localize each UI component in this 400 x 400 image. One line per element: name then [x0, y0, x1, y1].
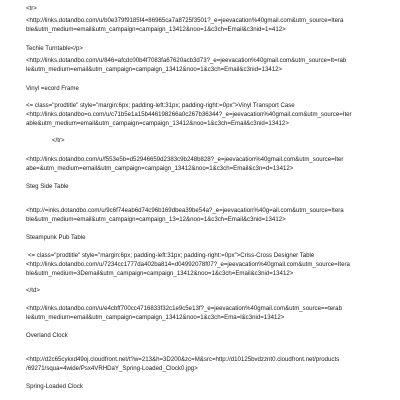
source-line: </tr>	[52, 137, 65, 144]
source-line: <= class="prodtitle" style="margin:6px; padding-left:31px; padding-right:=0px">Criss-Cross Designer Table	[28, 252, 315, 259]
link-url-line[interactable]: able&utm_medium=email&utm_campaign=campaign_13412&noo=1&c3ch=Email&c3nid=13412>	[26, 120, 289, 127]
image-url-line[interactable]: /69271/squa=4wide/Psx4VRHDaY_Spring-Loaded_Clock0.jpg>	[26, 365, 198, 372]
product-title: Overland Clock	[26, 332, 68, 339]
link-url-line[interactable]: le&utm_medium=email&utm_campaign=campaign_13412&noo=1&c3ch=Email&c3nid=13412>	[26, 66, 283, 73]
link-url-line[interactable]: <http://links.dotandbo.com/u/7234cc1777da402ba814=d04992078f07?_e=jeevacation%40gmail.com&utm_source=Itera	[26, 261, 350, 268]
product-title: Steg Side Table	[26, 183, 69, 190]
link-url-line[interactable]: ble&utm_medium=email&utm_campaign=campaign_13=12&noo=1&c3ch=Email&c3nid=13412>	[26, 216, 286, 223]
link-url-line[interactable]: <http://links.dotandbo.com/u/f553e5b=d52946659d2383c9b248b828?_e=jeevacation%40gmail.com&utm_source=Iter	[26, 156, 344, 163]
link-url-line[interactable]: <http://links.dotandbo.com/u/e4cbff700cc4716833f32c1e9c5e13f?_e=jeevacation%40gmail.com&utm_source==terab	[26, 305, 342, 312]
product-title: Techie Turntable</p>	[26, 45, 83, 52]
link-url-line[interactable]: le&utm_medium=email&utm_campaign=campaign_13412&noo=1&c3ch=Ema=l&c3nid=13412>	[26, 314, 285, 321]
link-url-line[interactable]: <http://=inks.dotandbo.com/u/9c6f74eab6d74c96b169dbea39be54a?_e=jeevacation%40g=ail.com&utm_source=Itera	[26, 207, 344, 214]
link-url-line[interactable]: <http://links.dotandbo.com/u/846=afcdc00b4f7083fa67620acb3d73?_e=jeevacation%40gmail.com&utm_source=It=rab	[26, 57, 347, 64]
source-line: <= class="prodtitle" style="margin:6px; padding-left:31px; padding-right:=0px">Vinyl Transport Case	[26, 102, 295, 109]
link-url-line[interactable]: ble&utm_medium=email&utm_campaign=campaign_13412&noo=1&c3ch=Email&c3nid=1=412>	[26, 26, 286, 33]
image-url-line[interactable]: <http://d2c65cykxd49oj.cloudfront.net/t?w=213&h=3D200&zc=M&src=http://d10125bvdzznt0.cloudfront.net/products	[26, 356, 340, 363]
link-url-line[interactable]: ble&utm_medium=3Demail&utm_campaign=campaign_13412&noo=1&c3ch=Email&c3nid=13412>	[26, 270, 294, 277]
product-title: Vinyl =ecord Frame	[26, 85, 79, 92]
link-url-line[interactable]: <http://links.dotandbo=o.com/u/c71b5e1a15b446198266a0c267b36344?_e=jeevacation%40gmail.com&utm_source=Iter	[26, 111, 352, 118]
link-url-line[interactable]: <http://links.dotandbo.com/u/b0e379f9185f4=86965ca7a8725f3501?_e=jeevacation%40gmail.com&utm_source=Itera	[26, 17, 344, 24]
product-title: Steampunk Pub Table	[26, 234, 86, 241]
product-title: Spring-Loaded Clock	[26, 383, 83, 390]
source-line: <tr>	[26, 5, 37, 12]
link-url-line[interactable]: abe=&utm_medium=email&utm_campaign=campaign_13412&noo=1&c3ch=Email&c3n=d=13412>	[26, 165, 294, 172]
source-line: </td>	[26, 287, 40, 294]
